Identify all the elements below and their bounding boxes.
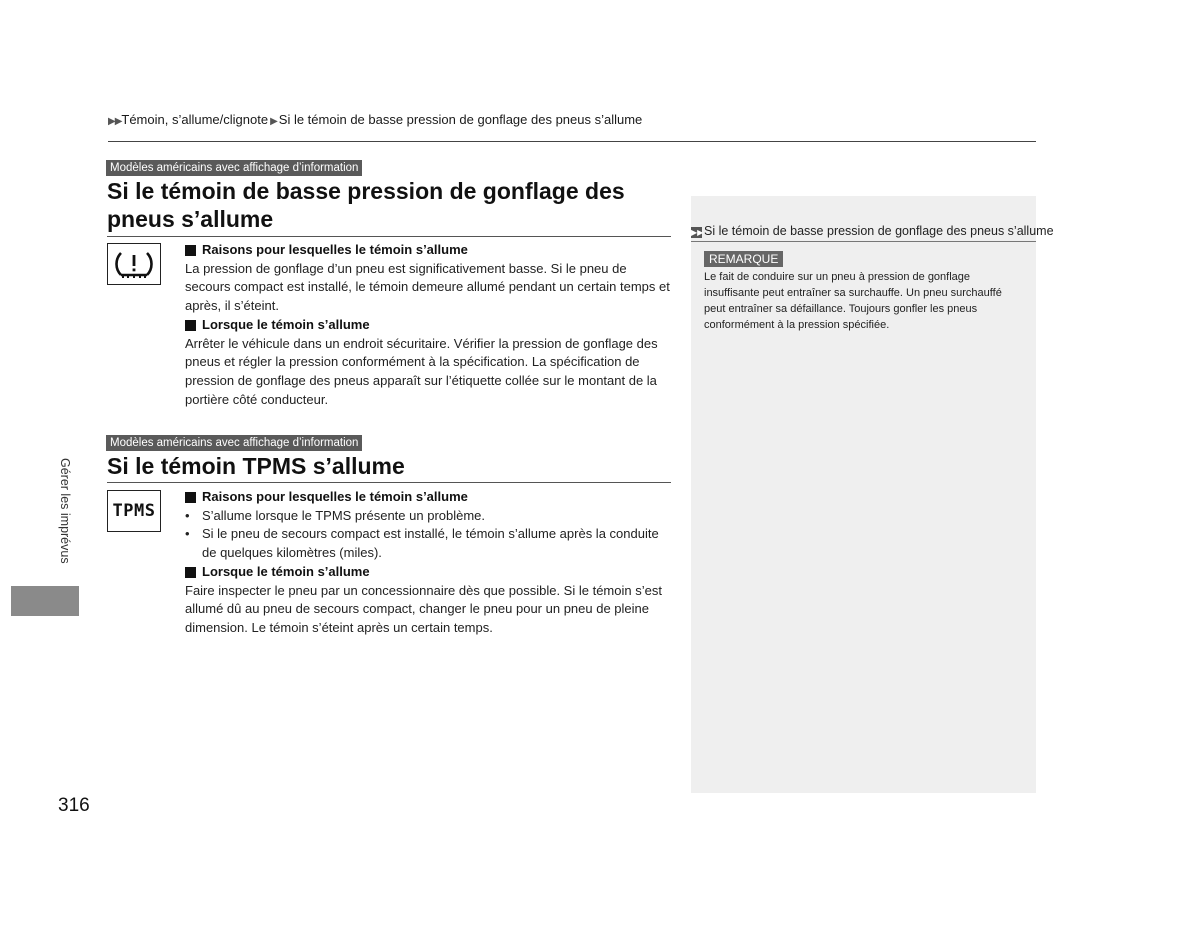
subheading-when — [185, 316, 673, 335]
subheading-when — [185, 563, 673, 582]
reference-arrow-icon: ▶▶ — [691, 228, 704, 237]
breadcrumb — [108, 112, 642, 127]
section-title-line-1: Si le témoin de basse pression de gonflage des — [107, 178, 625, 204]
list-item — [185, 507, 673, 526]
note-text: Le fait de conduire sur un pneu à pression de gonflage insuffisante peut entraîner sa surchauffe. Un pneu surchauffé peut entraîner sa défaillance. Toujours gonfler les pneus conformément à la pression spécifiée. — [704, 271, 1002, 331]
header-divider — [108, 141, 1036, 142]
reasons-text: La pression de gonflage d’un pneu est significativement basse. Si le pneu de secours compact est installé, le témoin demeure allumé pendant un certain temps et après, il s’éteint. — [185, 260, 670, 314]
side-tab — [11, 586, 79, 616]
subheading-reasons-label: Raisons pour lesquelles le témoin s’allume — [202, 489, 468, 504]
breadcrumb-part-1: Témoin, s’allume/clignote — [121, 112, 269, 127]
subheading-reasons — [185, 241, 673, 260]
when-text: Arrêter le véhicule dans un endroit sécuritaire. Vérifier la pression de gonflage des pneus et régler la pression conformément à la spécification. La spécification de pression de gonflage des pneus apparaît sur l’étiquette collée sur le montant de la portière côté conducteur. — [185, 335, 658, 407]
square-bullet-icon — [185, 245, 196, 256]
bullet-icon: • — [185, 526, 190, 542]
remarque-badge: REMARQUE — [704, 251, 783, 267]
section-divider — [107, 236, 671, 237]
square-bullet-icon — [185, 320, 196, 331]
model-tag: Modèles américains avec affichage d’information — [106, 435, 362, 451]
section-title — [107, 177, 677, 233]
note-reference-title: Si le témoin de basse pression de gonflage des pneus s’allume — [704, 224, 1054, 238]
list-item — [185, 525, 673, 562]
subheading-when-label: Lorsque le témoin s’allume — [202, 316, 370, 332]
side-tab-label: Gérer les imprévus — [58, 458, 72, 564]
section-title-line-2: pneus s’allume — [107, 206, 274, 232]
notes-divider — [691, 241, 1036, 242]
tire-pressure-warning-icon — [107, 243, 161, 285]
breadcrumb-part-2: Si le témoin de basse pression de gonflage des pneus s’allume — [278, 112, 643, 127]
subheading-reasons-label: Raisons pour lesquelles le témoin s’allume — [202, 242, 468, 257]
subheading-when-label: Lorsque le témoin s’allume — [202, 563, 370, 579]
model-tag: Modèles américains avec affichage d’information — [106, 160, 362, 176]
double-triangle-icon: ▶▶ — [108, 116, 122, 127]
page-number: 316 — [58, 795, 90, 816]
tpms-icon — [107, 490, 161, 532]
note-reference — [691, 224, 1054, 238]
when-text: Faire inspecter le pneu par un concessionnaire dès que possible. Si le témoin s’est allumé dû au pneu de secours compact, changer le pneu pour un pneu de pleine dimension. Le témoin s’éteint après un certain temps. — [185, 582, 662, 635]
tpms-icon-label: TPMS — [112, 501, 156, 521]
square-bullet-icon — [185, 492, 196, 503]
square-bullet-icon — [185, 567, 196, 578]
bullet-icon: • — [185, 507, 190, 523]
section-title: Si le témoin TPMS s’allume — [107, 453, 405, 479]
triangle-icon: ▶ — [270, 116, 277, 127]
section1-body — [185, 241, 673, 409]
subheading-reasons — [185, 488, 673, 507]
list-item-text: Si le pneu de secours compact est installé, le témoin s’allume après la conduite de quelques kilomètres (miles). — [202, 526, 659, 561]
section2-body — [185, 488, 673, 638]
section-divider — [107, 482, 671, 483]
list-item-text: S’allume lorsque le TPMS présente un problème. — [202, 507, 486, 523]
